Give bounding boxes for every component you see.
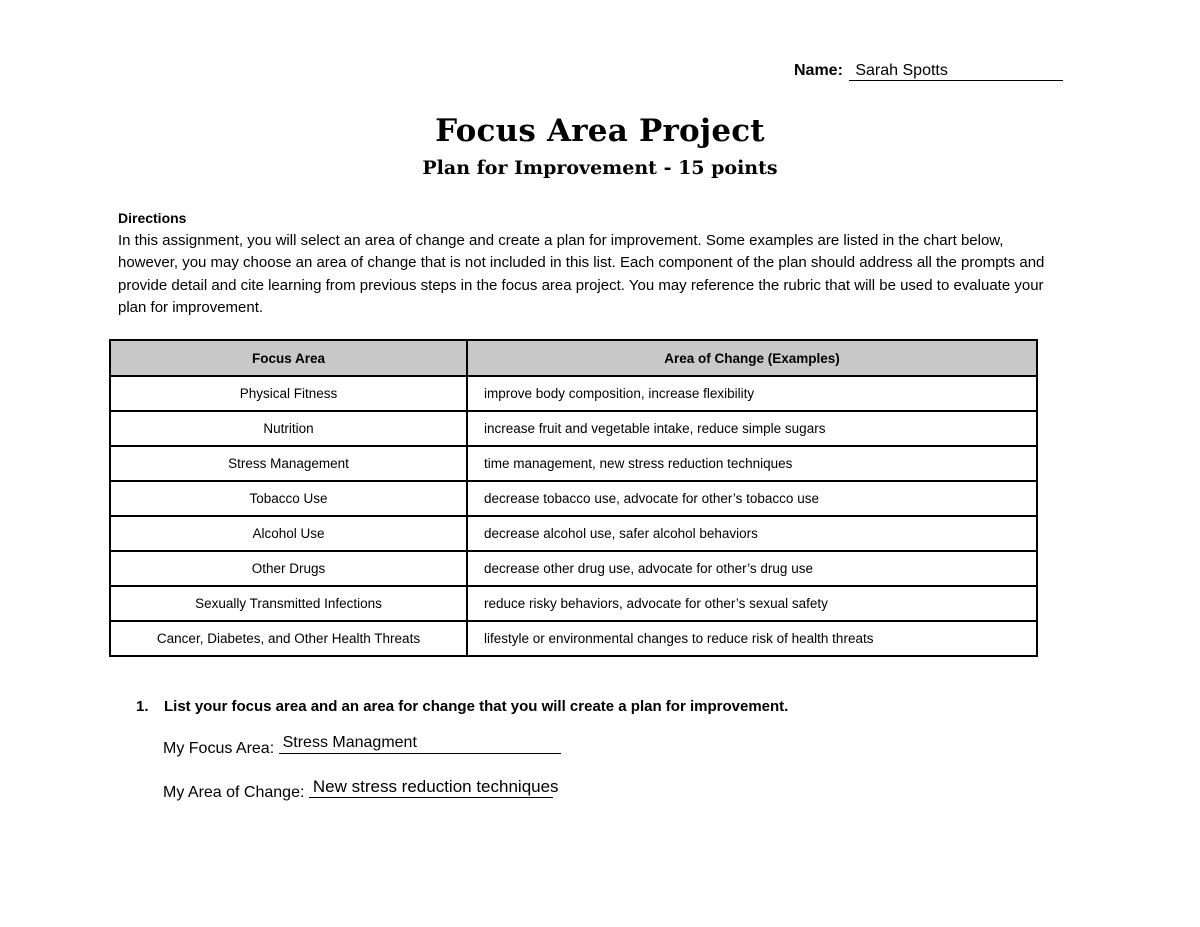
question-text: List your focus area and an area for change that you will create a plan for improvement.: [164, 698, 789, 715]
question-number: 1.: [136, 698, 149, 715]
focus-area-table: [109, 339, 1038, 657]
focus-area-cell: Physical Fitness: [110, 376, 467, 411]
column-header-focus-area: Focus Area: [110, 340, 467, 376]
focus-area-answer-row: [163, 734, 561, 758]
table-row: [110, 376, 1037, 411]
table-row: [110, 551, 1037, 586]
table-row: [110, 481, 1037, 516]
table-row: [110, 621, 1037, 656]
focus-area-cell: Cancer, Diabetes, and Other Health Threats: [110, 621, 467, 656]
focus-area-label: My Focus Area:: [163, 740, 275, 757]
focus-area-field[interactable]: Stress Managment: [279, 733, 561, 754]
area-of-change-cell: reduce risky behaviors, advocate for other’s sexual safety: [467, 586, 1037, 621]
focus-area-cell: Other Drugs: [110, 551, 467, 586]
column-header-area-of-change: Area of Change (Examples): [467, 340, 1037, 376]
name-label: Name:: [794, 62, 843, 79]
question-1: [136, 698, 788, 715]
area-of-change-label: My Area of Change:: [163, 784, 305, 801]
area-of-change-cell: decrease alcohol use, safer alcohol behaviors: [467, 516, 1037, 551]
directions-section: [118, 207, 1048, 320]
directions-text: In this assignment, you will select an area of change and create a plan for improvement. Some examples are listed in the chart below, however, you may choose an area of change that is not included in this list. Each component of the plan should address all the prompts and provide detail and cite learning from previous steps in the focus area project. You may reference the rubric that will be used to evaluate your plan for improvement.: [118, 231, 1045, 316]
focus-area-cell: Stress Management: [110, 446, 467, 481]
name-field[interactable]: Sarah Spotts: [849, 62, 1063, 81]
page-subtitle: Plan for Improvement - 15 points: [422, 157, 778, 179]
table-row: [110, 586, 1037, 621]
focus-area-cell: Nutrition: [110, 411, 467, 446]
table-row: [110, 411, 1037, 446]
area-of-change-cell: decrease tobacco use, advocate for other’s tobacco use: [467, 481, 1037, 516]
area-of-change-field[interactable]: New stress reduction techniques: [309, 777, 553, 798]
focus-area-cell: Sexually Transmitted Infections: [110, 586, 467, 621]
focus-area-cell: Tobacco Use: [110, 481, 467, 516]
area-of-change-cell: time management, new stress reduction techniques: [467, 446, 1037, 481]
area-of-change-cell: improve body composition, increase flexibility: [467, 376, 1037, 411]
directions-heading: Directions: [118, 210, 187, 226]
name-row: [794, 62, 1063, 81]
area-of-change-cell: lifestyle or environmental changes to reduce risk of health threats: [467, 621, 1037, 656]
page-title: Focus Area Project: [435, 113, 765, 149]
area-of-change-answer-row: [163, 777, 559, 802]
table-row: [110, 446, 1037, 481]
focus-area-cell: Alcohol Use: [110, 516, 467, 551]
table-row: [110, 516, 1037, 551]
area-of-change-cell: increase fruit and vegetable intake, reduce simple sugars: [467, 411, 1037, 446]
table-header-row: [110, 340, 1037, 376]
area-of-change-cell: decrease other drug use, advocate for other’s drug use: [467, 551, 1037, 586]
